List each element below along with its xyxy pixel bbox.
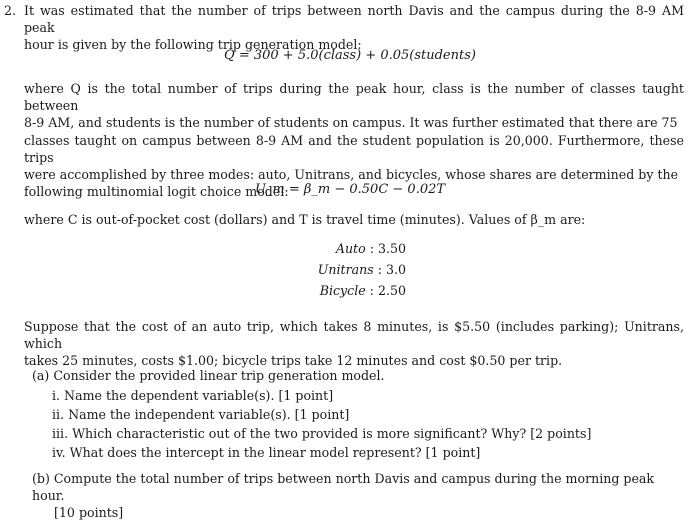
part-a-text: Consider the provided linear trip generation model.: [53, 368, 385, 383]
item-label: i.: [52, 388, 61, 403]
part-b-points: [10 points]: [54, 505, 124, 521]
beta-unitrans: Unitrans : 3.0: [317, 262, 406, 277]
beta-values-list: [300, 238, 500, 301]
item-text: What does the intercept in the linear model represent? [1 point]: [69, 445, 481, 460]
item-text: Name the independent variable(s). [1 point]: [68, 407, 350, 422]
para1-line-4: were accomplished by three modes: auto, Unitrans, and bicycles, whose shares are determined by the: [24, 167, 679, 183]
equation-u: U_m = β_m − 0.50C − 0.02T: [254, 182, 446, 197]
intro-line-2: hour is given by the following trip generation model:: [24, 37, 362, 53]
part-b-text: Compute the total number of trips between north Davis and campus during the morning peak hour.: [32, 471, 655, 504]
intro-line-1: It was estimated that the number of trips between north Davis and the campus during the 8-9 AM peak: [24, 3, 684, 36]
part-b: [32, 470, 682, 522]
utility-equation: [0, 181, 700, 198]
mode-name: Bicycle: [319, 283, 366, 298]
mode-name: Auto: [335, 241, 366, 256]
beta-auto: Auto : 3.50: [335, 241, 406, 256]
beta-value: 3.50: [377, 241, 406, 256]
question-number: 2.: [4, 3, 17, 18]
list-item: [52, 405, 652, 424]
beta-value: 3.0: [385, 262, 406, 277]
item-label: iv.: [52, 445, 66, 460]
part-a: [32, 367, 682, 384]
part-b-label: (b): [32, 471, 50, 486]
trip-generation-equation: [0, 47, 700, 64]
list-item: [52, 443, 652, 462]
para1-line-2: 8-9 AM, and students is the number of students on campus. It was further estimated that there are 75: [24, 115, 678, 131]
part-b-line-1: [32, 470, 682, 504]
beta-bicycle: Bicycle : 2.50: [319, 283, 406, 298]
item-text: Name the dependent variable(s). [1 point]: [64, 388, 334, 403]
para3-line-1: Suppose that the cost of an auto trip, which takes 8 minutes, is $5.50 (includes parking); Unitrans, which: [24, 319, 684, 352]
mode-name: Unitrans: [317, 262, 374, 277]
equation-q: Q = 300 + 5.0(class) + 0.05(students): [224, 48, 476, 63]
para2-line: where C is out-of-pocket cost (dollars) and T is travel time (minutes). Values of β_m are:: [24, 212, 586, 227]
item-text: Which characteristic out of the two provided is more significant? Why? [2 points]: [72, 426, 592, 441]
para3-line-2: takes 25 minutes, costs $1.00; bicycle trips take 12 minutes and cost $0.50 per trip.: [24, 353, 563, 369]
para1-line-1: where Q is the total number of trips during the peak hour, class is the number of classes taught between: [24, 81, 684, 114]
item-label: iii.: [52, 426, 69, 441]
para1-line-5: following multinomial logit choice model:: [24, 184, 289, 200]
beta-value: 2.50: [377, 283, 406, 298]
variables-description: [24, 211, 684, 228]
list-item: [52, 386, 652, 405]
intro-paragraph: [24, 2, 684, 54]
item-label: ii.: [52, 407, 65, 422]
cost-time-paragraph: [24, 318, 684, 370]
part-a-label: (a): [32, 368, 50, 383]
para1-line-3: classes taught on campus between 8-9 AM and the student population is 20,000. Furthermore, these trips: [24, 132, 684, 165]
part-a-items: [52, 386, 652, 462]
list-item: [52, 424, 652, 443]
